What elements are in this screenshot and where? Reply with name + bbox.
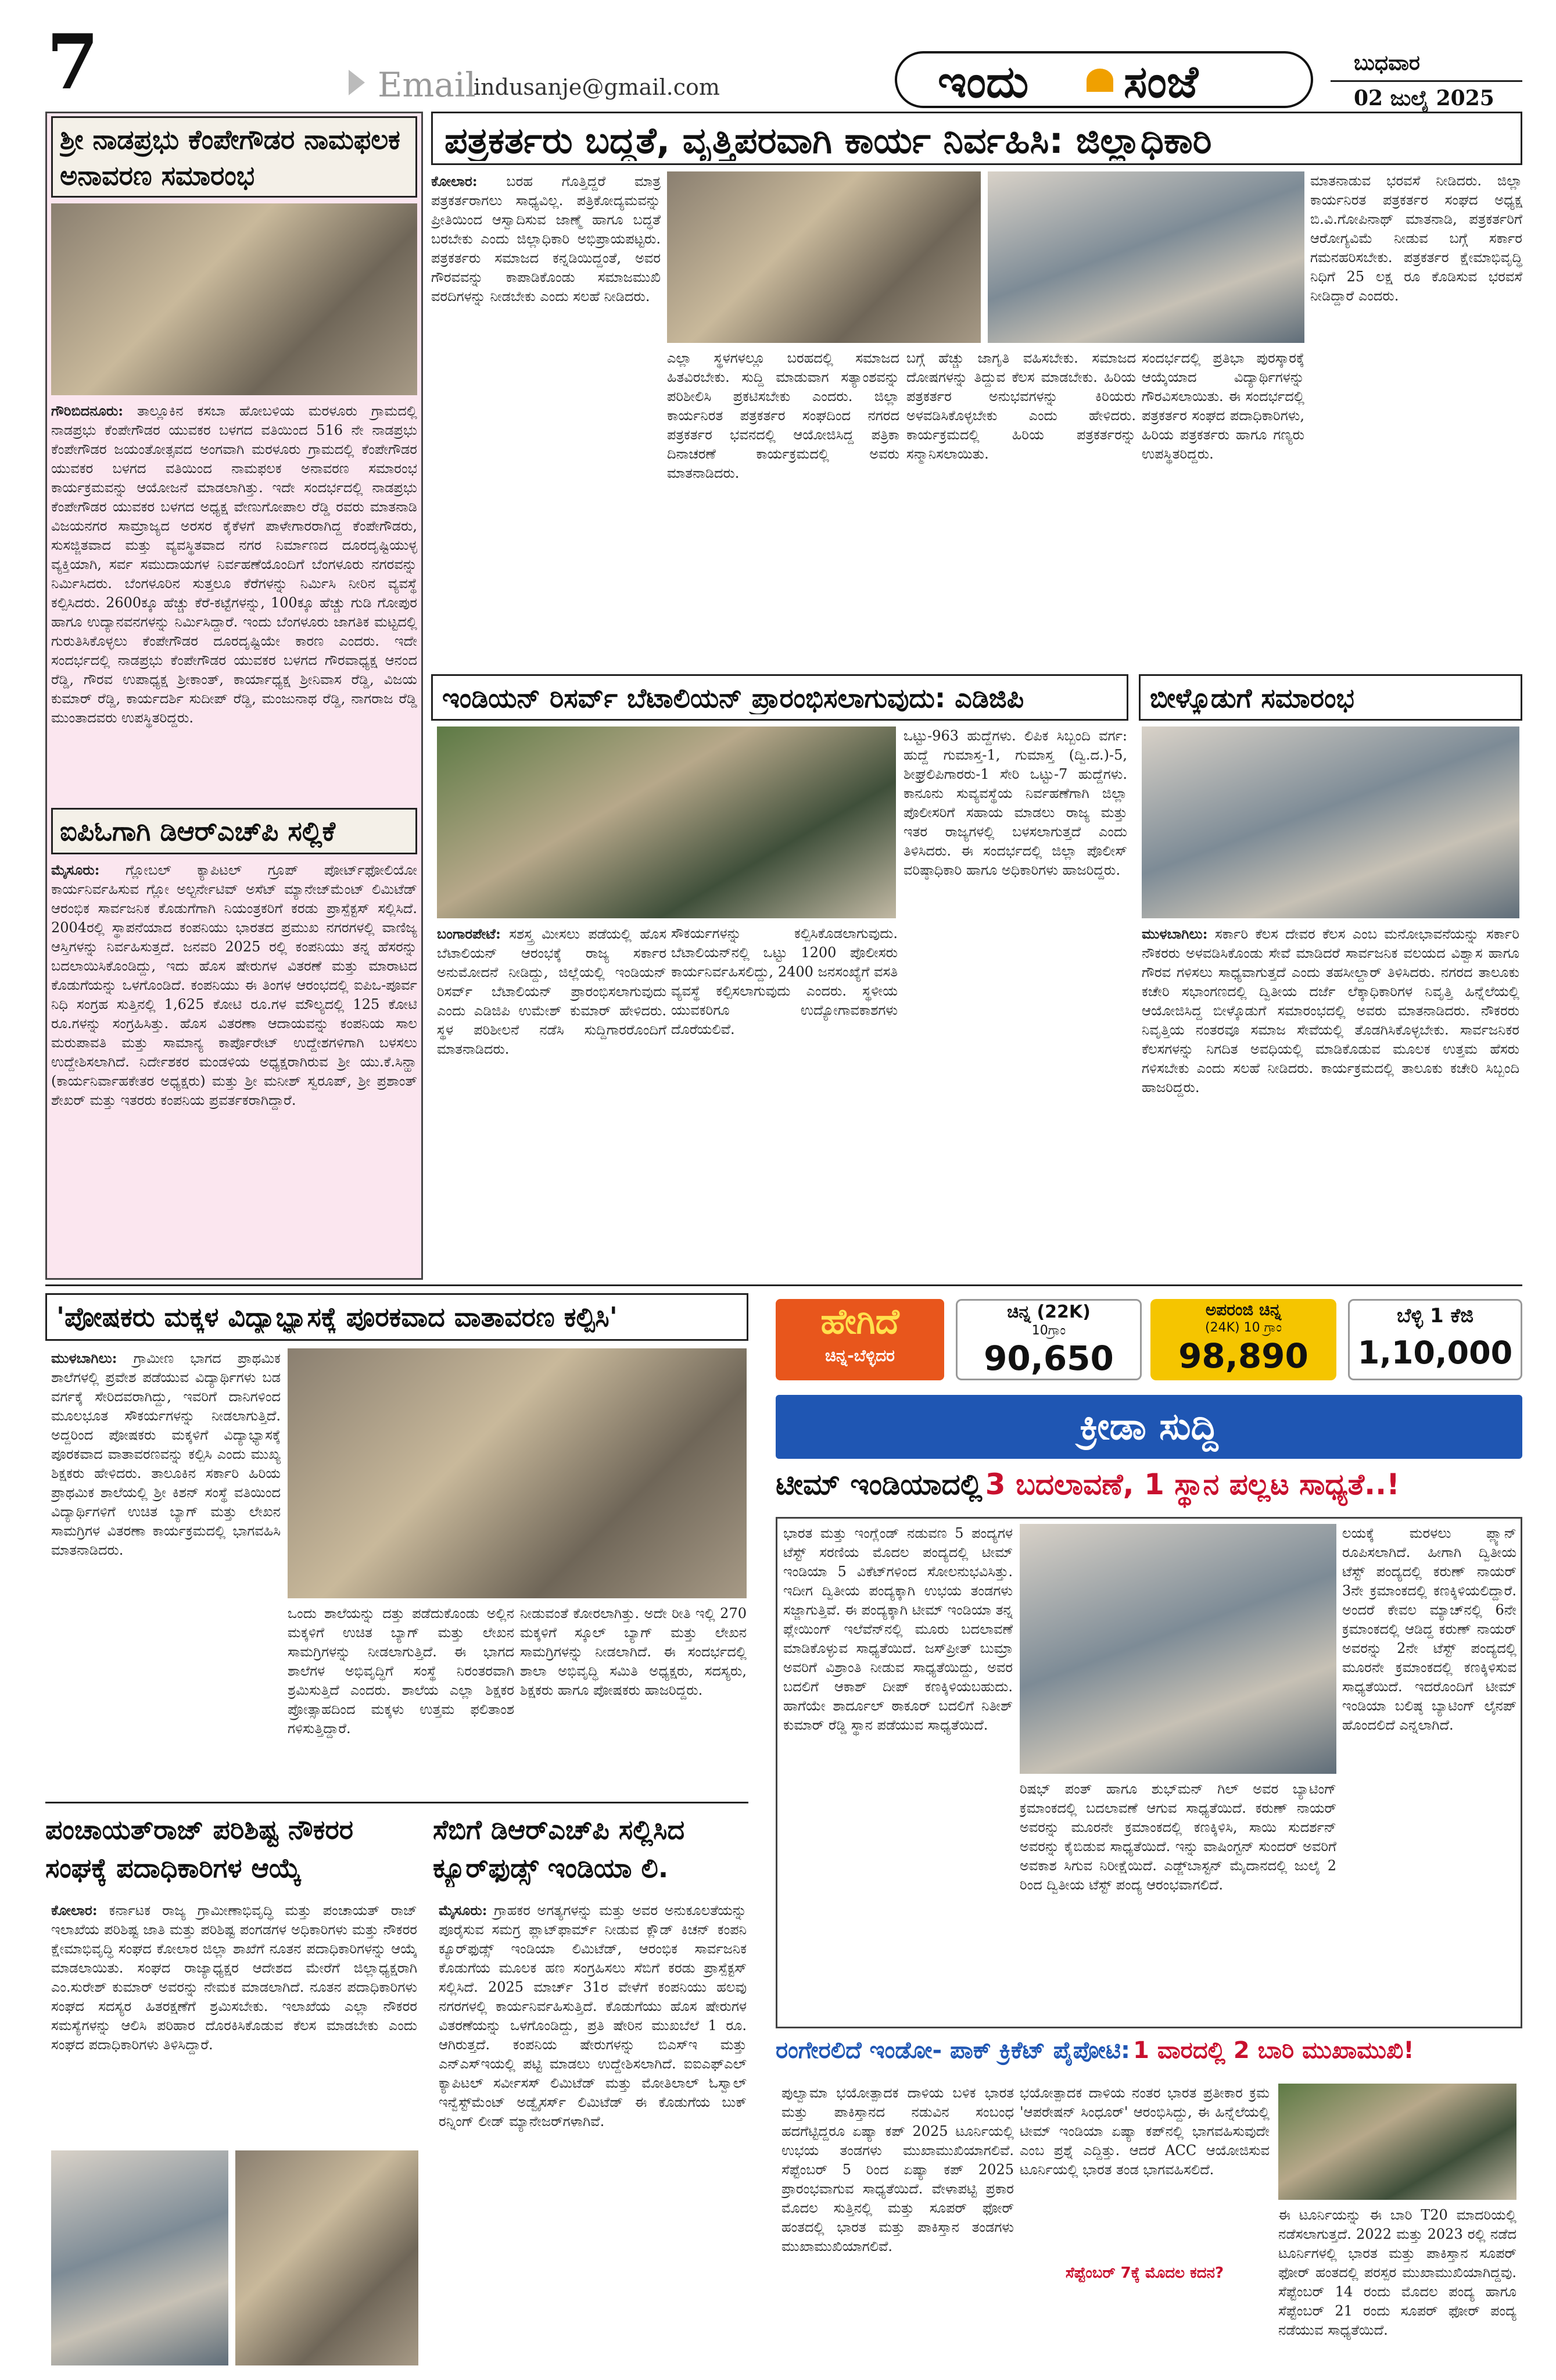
team-india-photo (1020, 1524, 1336, 1774)
ipo-headline-box (51, 808, 417, 854)
page-header (0, 0, 1556, 108)
panchayat-headline-box (45, 1810, 423, 1898)
indo-pak-col2-wrap (1020, 2084, 1270, 2368)
page-number: 7 (46, 17, 99, 106)
sebi-body (439, 1901, 747, 2365)
parents-dateline: ಮುಳಬಾಗಿಲು: (51, 1350, 117, 1366)
collector-col2: ಎಲ್ಲಾ ಸ್ಥಳಗಳಲ್ಲೂ ಬರಹದಲ್ಲಿ ಸಮಾಜದ ಹಿತವಿರಬೇಕು. ಸುದ್ದಿ ಮಾಡುವಾಗ ಸತ್ಯಾಂಶವನ್ನು ಪರಿಶೀಲಿಸಿ ಪ್ರಕಟಿಸಬೇಕು ಎಂದರು. ಜಿಲ್ಲಾ ಕಾರ್ಯನಿರತ ಪತ್ರಕರ್ತರ ಸಂಘದಿಂದ ನಗರದ ಪತ್ರಕರ್ತರ ಭವನದಲ್ಲಿ ಆಯೋಜಿಸಿದ್ದ ಪತ್ರಿಕಾ ದಿನಾಚರಣೆ ಕಾರ್ಯಕ್ರಮದಲ್ಲಿ ಅವರು ಮಾತನಾಡಿದರು. (667, 350, 899, 481)
parents-col2: ಒಂದು ಶಾಲೆಯನ್ನು ದತ್ತು ಪಡೆದುಕೊಂಡು ಅಲ್ಲಿನ ಮಕ್ಕಳಿಗೆ ಉಚಿತ ಬ್ಯಾಗ್ ಮತ್ತು ಲೇಖನ ಸಾಮಗ್ರಿಗಳನ್ನು ನೀಡಲಾಗುತ್ತಿದೆ. ಈ ಭಾಗದ ಶಾಲೆಗಳ ಅಭಿವೃದ್ಧಿಗೆ ಸಂಸ್ಥೆ ನಿರಂತರವಾಗಿ ಶ್ರಮಿಸುತ್ತಿದೆ ಎಂದರು. ಶಾಲೆಯ ಎಲ್ಲಾ ಶಿಕ್ಷಕರ ಪ್ರೋತ್ಸಾಹದಿಂದ ಮಕ್ಕಳು ಉತ್ತಮ ಫಲಿತಾಂಶ ಗಳಿಸುತ್ತಿದ್ದಾರೆ. (288, 1605, 514, 1737)
panchayat-photo-1 (51, 2150, 228, 2365)
collector-col4: ಮಾತನಾಡುವ ಭರವಸೆ ನೀಡಿದರು. ಜಿಲ್ಲಾ ಕಾರ್ಯನಿರತ ಪತ್ರಕರ್ತರ ಸಂಘದ ಅಧ್ಯಕ್ಷ ಬಿ.ವಿ.ಗೋಪಿನಾಥ್ ಮಾತನಾಡಿ, ಪತ್ರಕರ್ತರಿಗೆ ಆರೋಗ್ಯವಿಮೆ ನೀಡುವ ಬಗ್ಗೆ ಸರ್ಕಾರ ಗಮನಹರಿಸಬೇಕು. ಪತ್ರಕರ್ತರ ಕ್ಷೇಮಾಭಿವೃದ್ಧಿ ನಿಧಿಗೆ 25 ಲಕ್ಷ ರೂ ಕೊಡಿಸುವ ಭರವಸೆ ನೀಡಿದ್ದಾರೆ ಎಂದರು. (1310, 173, 1522, 304)
ipo-text: ಗ್ಲೋಬಲ್ ಕ್ಯಾಪಿಟಲ್ ಗ್ರೂಪ್ ಪೋರ್ಟ್‌ಫೋಲಿಯೋ ಕಾರ್ಯನಿರ್ವಹಿಸುವ ಗ್ಲೋ ಅಲ್ಟರ್ನೇಟಿವ್ ಅಸೆಟ್ ಮ್ಯಾನೇಜ್‌ಮೆಂಟ್ ಲಿಮಿಟೆಡ್ ಆರಂಭಿಕ ಸಾರ್ವಜನಿಕ ಕೊಡುಗೆಗಾಗಿ ನಿಯಂತ್ರಕರಿಗೆ ಕರಡು ಪ್ರಾಸ್ಪೆಕ್ಟಸ್ ಸಲ್ಲಿಸಿದೆ. 2004ರಲ್ಲಿ ಸ್ಥಾಪನೆಯಾದ ಕಂಪನಿಯು ಭಾರತದ ಪ್ರಮುಖ ನಗರಗಳಲ್ಲಿ ವಾಣಿಜ್ಯ ಆಸ್ತಿಗಳನ್ನು ನಿರ್ವಹಿಸುತ್ತದೆ. ಜನವರಿ 2025 ರಲ್ಲಿ ಕಂಪನಿಯು ತನ್ನ ಹೆಸರನ್ನು ಬದಲಾಯಿಸಿಕೊಂಡಿದ್ದು, ಇದು ಹೊಸ ಷೇರುಗಳ ವಿತರಣೆ ಮತ್ತು ಮಾರಾಟದ ಕೊಡುಗೆಯನ್ನು ಒಳಗೊಂಡಿದೆ. ಕಂಪನಿಯು ಈ ತಿಂಗಳ ಆರಂಭದಲ್ಲಿ ಐಪಿಒ-ಪೂರ್ವ ನಿಧಿ ಸಂಗ್ರಹ ಸುತ್ತಿನಲ್ಲಿ 1,625 ಕೋಟಿ ರೂ.ಗಳ ಮೌಲ್ಯದಲ್ಲಿ 125 ಕೋಟಿ ರೂ.ಗಳನ್ನು ಸಂಗ್ರಹಿಸಿತ್ತು. ಹೊಸ ವಿತರಣಾ ಆದಾಯವನ್ನು ಕಂಪನಿಯ ಸಾಲ ಮರುಪಾವತಿ ಮತ್ತು ಸಾಮಾನ್ಯ ಕಾರ್ಪೊರೇಟ್ ಉದ್ದೇಶಗಳಿಗಾಗಿ ಬಳಸಲು ಉದ್ದೇಶಿಸಲಾಗಿದೆ. ನಿರ್ದೇಶಕರ ಮಂಡಳಿಯ ಅಧ್ಯಕ್ಷರಾಗಿರುವ ಶ್ರೀ ಯು.ಕೆ.ಸಿನ್ಹಾ (ಕಾರ್ಯನಿರ್ವಾಹಕೇತರ ಅಧ್ಯಕ್ಷರು) ಮತ್ತು ಶ್ರೀ ಮನೀಶ್ ಸ್ವರೂಪ್, ಶ್ರೀ ಪ್ರಶಾಂತ್ ಶೇಖರ್ ಮತ್ತು ಇತರರು ಕಂಪನಿಯ ಪ್ರವರ್ತಕರಾಗಿದ್ದಾರೆ. (51, 862, 417, 1108)
collector-headline-box (431, 112, 1522, 165)
parents-col1-text: ಗ್ರಾಮೀಣ ಭಾಗದ ಪ್ರಾಥಮಿಕ ಶಾಲೆಗಳಲ್ಲಿ ಪ್ರವೇಶ ಪಡೆಯುವ ವಿದ್ಯಾರ್ಥಿಗಳು ಬಡ ವರ್ಗಕ್ಕೆ ಸೇರಿದವರಾಗಿದ್ದು, ಇವರಿಗೆ ದಾನಿಗಳಿಂದ ಮೂಲಭೂತ ಸೌಕರ್ಯಗಳನ್ನು ನೀಡಲಾಗುತ್ತಿದೆ. ಅದ್ದರಿಂದ ಪೋಷಕರು ಮಕ್ಕಳಿಗೆ ವಿದ್ಯಾಭ್ಯಾಸಕ್ಕೆ ಪೂರಕವಾದ ವಾತಾವರಣವನ್ನು ಕಲ್ಪಿಸಿ ಎಂದು ಮುಖ್ಯ ಶಿಕ್ಷಕರು ಹೇಳಿದರು. ತಾಲೂಕಿನ ಸರ್ಕಾರಿ ಹಿರಿಯ ಪ್ರಾಥಮಿಕ ಶಾಲೆಯಲ್ಲಿ ಶ್ರೀ ಕಿಶನ್ ಸಂಸ್ಥೆ ವತಿಯಿಂದ ವಿದ್ಯಾರ್ಥಿಗಳಿಗೆ ಉಚಿತ ಬ್ಯಾಗ್ ಮತ್ತು ಲೇಖನ ಸಾಮಗ್ರಿಗಳ ವಿತರಣಾ ಕಾರ್ಯಕ್ರಮದಲ್ಲಿ ಭಾಗವಹಿಸಿ ಮಾತನಾಡಿದರು. (51, 1350, 281, 1558)
sebi-dateline: ಮೈಸೂರು: (439, 1902, 487, 1919)
indo-pak-subhead: ಸೆಪ್ಟೆಂಬರ್ 7ಕ್ಕೆ ಮೊದಲ ಕದನ? (1065, 2264, 1224, 2282)
gold22-value: 90,650 (984, 1338, 1114, 1378)
indo-pak-headline-b: 1 ವಾರದಲ್ಲಿ 2 ಬಾರಿ ಮುಖಾಮುಖಿ! (1133, 2037, 1414, 2064)
team-india-col1: ಭಾರತ ಮತ್ತು ಇಂಗ್ಲೆಂಡ್ ನಡುವಣ 5 ಪಂದ್ಯಗಳ ಟೆಸ್ಟ್ ಸರಣಿಯ ಮೊದಲ ಪಂದ್ಯದಲ್ಲಿ ಟೀಮ್ ಇಂಡಿಯಾ 5 ವಿಕೆಟ್‌ಗಳಿಂದ ಸೋಲನುಭವಿಸಿತ್ತು. ಇದೀಗ ದ್ವಿತೀಯ ಪಂದ್ಯಕ್ಕಾಗಿ ಉಭಯ ತಂಡಗಳು ಸಜ್ಜಾಗುತ್ತಿವೆ. ಈ ಪಂದ್ಯಕ್ಕಾಗಿ ಟೀಮ್ ಇಂಡಿಯಾ ತನ್ನ ಪ್ಲೇಯಿಂಗ್ ಇಲೆವೆನ್‌ನಲ್ಲಿ ಮೂರು ಬದಲಾವಣೆ ಮಾಡಿಕೊಳ್ಳುವ ಸಾಧ್ಯತೆಯಿದೆ. ಜಸ್‌ಪ್ರೀತ್ ಬುಮ್ರಾ ಅವರಿಗೆ ವಿಶ್ರಾಂತಿ ನೀಡುವ ಸಾಧ್ಯತೆಯಿದ್ದು, ಅವರ ಬದಲಿಗೆ ಆಕಾಶ್ ದೀಪ್ ಕಣಕ್ಕಿಳಿಯಬಹುದು. ಹಾಗೆಯೇ ಶಾರ್ದೂಲ್ ಠಾಕೂರ್ ಬದಲಿಗೆ ನಿತೀಶ್ ಕುಮಾರ್ ರೆಡ್ಡಿ ಸ್ಥಾನ ಪಡೆಯುವ ಸಾಧ್ಯತೆಯಿದೆ. (783, 1525, 1013, 1733)
collector-col1 (431, 171, 661, 497)
kempegowda-headline: ಶ್ರೀ ನಾಡಪ್ರಭು ಕೆಂಪೇಗೌಡರ ನಾಮಫಲಕ ಅನಾವರಣ ಸಮಾರಂಭ (60, 124, 400, 191)
irb-photo (437, 726, 896, 918)
masthead-sun-icon (1087, 69, 1113, 92)
irb-dateline: ಬಂಗಾರಪೇಟೆ: (437, 925, 501, 942)
bilkoodu-headline: ಬೀಳ್ಕೊಡುಗೆ ಸಮಾರಂಭ (1150, 682, 1354, 714)
silver-box (1348, 1299, 1522, 1380)
sports-banner (776, 1395, 1522, 1459)
silver-value: 1,10,000 (1357, 1334, 1513, 1371)
masthead (895, 51, 1313, 108)
parents-photo (288, 1348, 747, 1598)
bilkoodu-text: ಸರ್ಕಾರಿ ಕೆಲಸ ದೇವರ ಕೆಲಸ ಎಂಬ ಮನೋಭಾವನೆಯನ್ನು ಸರ್ಕಾರಿ ನೌಕರರು ಅಳವಡಿಸಿಕೊಂಡು ಸೇವೆ ಮಾಡಿದರೆ ಸಾರ್ವಜನಿಕ ವಲಯದ ವಿಶ್ವಾಸ ಹಾಗೂ ಗೌರವ ಗಳಿಸಲು ಸಾಧ್ಯವಾಗುತ್ತದೆ ಎಂದು ತಹಸೀಲ್ದಾರ್ ತಿಳಿಸಿದರು. ನಗರದ ತಾಲೂಕು ಕಚೇರಿ ಸಭಾಂಗಣದಲ್ಲಿ ದ್ವಿತೀಯ ದರ್ಜೆ ಲೆಕ್ಕಾಧಿಕಾರಿಗಳ ನಿವೃತ್ತಿ ಹಿನ್ನೆಲೆಯಲ್ಲಿ ಆಯೋಜಿಸಿದ್ದ ಬೀಳ್ಕೊಡುಗೆ ಸಮಾರಂಭದಲ್ಲಿ ಅವರು ಮಾತನಾಡಿದರು. ನೌಕರರು ನಿವೃತ್ತಿಯ ನಂತರವೂ ಸಮಾಜ ಸೇವೆಯಲ್ಲಿ ತೊಡಗಿಸಿಕೊಳ್ಳಬೇಕು. ಸಾರ್ವಜನಿಕರ ಕೆಲಸಗಳನ್ನು ನಿಗದಿತ ಅವಧಿಯಲ್ಲಿ ಮಾಡಿಕೊಡುವ ಮೂಲಕ ಉತ್ತಮ ಹೆಸರು ಗಳಿಸಬೇಕು ಎಂದು ಸಲಹೆ ನೀಡಿದರು. ಕಾರ್ಯಕ್ರಮದಲ್ಲಿ ತಾಲೂಕು ಕಚೇರಿ ಸಿಬ್ಬಂದಿ ಹಾಜರಿದ್ದರು. (1142, 926, 1519, 1096)
collector-photo-2 (988, 171, 1304, 343)
email-label: Email (378, 65, 476, 105)
gold24-value: 98,890 (1178, 1336, 1308, 1376)
masthead-left: ಇಂದು (938, 56, 1029, 108)
indo-pak-photo (1278, 2084, 1516, 2200)
irb-col1-text: ಸಶಸ್ತ್ರ ಮೀಸಲು ಪಡೆಯಲ್ಲಿ ಹೊಸ ಬೆಟಾಲಿಯನ್ ಆರಂಭಕ್ಕೆ ರಾಜ್ಯ ಸರ್ಕಾರ ಅನುಮೋದನೆ ನೀಡಿದ್ದು, ಜಿಲ್ಲೆಯಲ್ಲಿ ಇಂಡಿಯನ್ ರಿಸರ್ವ್ ಬೆಟಾಲಿಯನ್ ಪ್ರಾರಂಭಿಸಲಾಗುವುದು ಎಂದು ಎಡಿಜಿಪಿ ಉಮೇಶ್ ಕುಮಾರ್ ಹೇಳಿದರು. ಸ್ಥಳ ಪರಿಶೀಲನೆ ನಡೆಸಿ ಸುದ್ದಿಗಾರರೊಂದಿಗೆ ಮಾತನಾಡಿದರು. (437, 926, 666, 1057)
collector-headline: ಪತ್ರಕರ್ತರು ಬದ್ಧತೆ, ವೃತ್ತಿಪರವಾಗಿ ಕಾರ್ಯ ನಿರ್ವಹಿಸಿ: ಜಿಲ್ಲಾಧಿಕಾರಿ (444, 120, 1212, 161)
collector-col5: ಸಂದರ್ಭದಲ್ಲಿ ಪ್ರತಿಭಾ ಪುರಸ್ಕಾರಕ್ಕೆ ಆಯ್ಕೆಯಾದ ವಿದ್ಯಾರ್ಥಿಗಳನ್ನು ಗೌರವಿಸಲಾಯಿತು. ಈ ಸಂದರ್ಭದಲ್ಲಿ ಪತ್ರಕರ್ತರ ಸಂಘದ ಪದಾಧಿಕಾರಿಗಳು, ಹಿರಿಯ ಪತ್ರಕರ್ತರು ಹಾಗೂ ಗಣ್ಯರು ಉಪಸ್ಥಿತರಿದ್ದರು. (1142, 350, 1304, 462)
date: 02 ಜುಲೈ 2025 (1354, 86, 1494, 110)
gold24-box (1150, 1299, 1336, 1380)
gold22-label: ಚಿನ್ನ (22K) (1007, 1302, 1091, 1322)
panchayat-headline: ಪಂಚಾಯತ್‌ರಾಜ್ ಪರಿಶಿಷ್ಟ ನೌಕರರ ಸಂಘಕ್ಕೆ ಪದಾಧಿಕಾರಿಗಳ ಆಯ್ಕೆ (45, 1814, 354, 1884)
kempegowda-photo (51, 203, 417, 395)
indo-pak-col1: ಪುಲ್ವಾಮಾ ಭಯೋತ್ಪಾದಕ ದಾಳಿಯ ಬಳಿಕ ಭಾರತ ಮತ್ತು ಪಾಕಿಸ್ತಾನದ ನಡುವಿನ ಸಂಬಂಧ ಹದಗೆಟ್ಟಿದ್ದರೂ ಏಷ್ಯಾ ಕಪ್ 2025 ಟೂರ್ನಿಯಲ್ಲಿ ಉಭಯ ತಂಡಗಳು ಮುಖಾಮುಖಿಯಾಗಲಿವೆ. ಸೆಪ್ಟೆಂಬರ್ 5 ರಿಂದ ಏಷ್ಯಾ ಕಪ್ 2025 ಪ್ರಾರಂಭವಾಗುವ ಸಾಧ್ಯತೆಯಿದೆ. ವೇಳಾಪಟ್ಟಿ ಪ್ರಕಾರ ಮೊದಲ ಸುತ್ತಿನಲ್ಲಿ ಮತ್ತು ಸೂಪರ್ ಫೋರ್ ಹಂತದಲ್ಲಿ ಭಾರತ ಮತ್ತು ಪಾಕಿಸ್ತಾನ ತಂಡಗಳು ಮುಖಾಮುಖಿಯಾಗಲಿವೆ. (781, 2085, 1014, 2254)
bilkoodu-body (1142, 924, 1519, 1273)
parents-headline: 'ಪೋಷಕರು ಮಕ್ಕಳ ವಿದ್ಯಾಭ್ಯಾಸಕ್ಕೆ ಪೂರಕವಾದ ವಾತಾವರಣ ಕಲ್ಪಿಸಿ' (56, 1301, 618, 1333)
irb-headline-box (431, 674, 1128, 721)
parents-headline-box (45, 1293, 748, 1341)
indo-pak-headline (776, 2037, 1522, 2078)
rates-title-box (776, 1299, 944, 1380)
indo-pak-col3: ಈ ಟೂರ್ನಿಯನ್ನು ಈ ಬಾರಿ T20 ಮಾದರಿಯಲ್ಲಿ ನಡೆಸಲಾಗುತ್ತದೆ. 2022 ಮತ್ತು 2023 ರಲ್ಲಿ ನಡೆದ ಟೂರ್ನಿಗಳಲ್ಲಿ ಭಾರತ ಮತ್ತು ಪಾಕಿಸ್ತಾನ ಸೂಪರ್ ಫೋರ್ ಹಂತದಲ್ಲಿ ಪರಸ್ಪರ ಮುಖಾಮುಖಿಯಾಗಿದ್ದವು. ಸೆಪ್ಟೆಂಬರ್ 14 ರಂದು ಮೊದಲ ಪಂದ್ಯ ಹಾಗೂ ಸೆಪ್ಟೆಂಬರ್ 21 ರಂದು ಸೂಪರ್ ಫೋರ್ ಪಂದ್ಯ ನಡೆಯುವ ಸಾಧ್ಯತೆಯಿದೆ. (1278, 2207, 1516, 2338)
panchayat-text: ಕರ್ನಾಟಕ ರಾಜ್ಯ ಗ್ರಾಮೀಣಾಭಿವೃದ್ಧಿ ಮತ್ತು ಪಂಚಾಯತ್ ರಾಜ್ ಇಲಾಖೆಯ ಪರಿಶಿಷ್ಟ ಜಾತಿ ಮತ್ತು ಪರಿಶಿಷ್ಟ ಪಂಗಡಗಳ ಅಧಿಕಾರಿಗಳು ಮತ್ತು ನೌಕರರ ಕ್ಷೇಮಾಭಿವೃದ್ಧಿ ಸಂಘದ ಕೋಲಾರ ಜಿಲ್ಲಾ ಶಾಖೆಗೆ ನೂತನ ಪದಾಧಿಕಾರಿಗಳನ್ನು ಆಯ್ಕೆ ಮಾಡಲಾಯಿತು. ಸಂಘದ ರಾಜ್ಯಾಧ್ಯಕ್ಷರ ಆದೇಶದ ಮೇರೆಗೆ ಜಿಲ್ಲಾಧ್ಯಕ್ಷರಾಗಿ ಎಂ.ಸುರೇಶ್ ಕುಮಾರ್ ಅವರನ್ನು ನೇಮಕ ಮಾಡಲಾಗಿದೆ. ನೂತನ ಪದಾಧಿಕಾರಿಗಳು ಸಂಘದ ಸದಸ್ಯರ ಹಿತರಕ್ಷಣೆಗೆ ಶ್ರಮಿಸಬೇಕು. ಇಲಾಖೆಯ ಎಲ್ಲಾ ನೌಕರರ ಸಮಸ್ಯೆಗಳನ್ನು ಆಲಿಸಿ ಪರಿಹಾರ ದೊರಕಿಸಿಕೊಡುವ ಕೆಲಸ ಮಾಡಬೇಕು ಎಂದು ಸಂಘದ ಪದಾಧಿಕಾರಿಗಳು ತಿಳಿಸಿದ್ದಾರೆ. (51, 1902, 417, 2053)
ipo-headline: ಐಪಿಓಗಾಗಿ ಡಿಆರ್‌ಎಚ್‌ಪಿ ಸಲ್ಲಿಕೆ (60, 815, 336, 847)
indo-pak-headline-a: ರಂಗೇರಲಿದೆ ಇಂಡೋ- ಪಾಕ್ ಕ್ರಿಕೆಟ್ ಪೈಪೋಟಿ: (776, 2037, 1131, 2064)
parents-col3: ನೀಡುವಂತೆ ಕೋರಲಾಗಿತ್ತು. ಅದೇ ರೀತಿ ಇಲ್ಲಿ 270 ಮಕ್ಕಳಿಗೆ ಸ್ಕೂಲ್ ಬ್ಯಾಗ್ ಮತ್ತು ಲೇಖನ ಸಾಮಗ್ರಿಗಳನ್ನು ನೀಡಲಾಗಿದೆ. ಈ ಸಂದರ್ಭದಲ್ಲಿ ಶಾಲಾ ಅಭಿವೃದ್ಧಿ ಸಮಿತಿ ಅಧ್ಯಕ್ಷರು, ಸದಸ್ಯರು, ಶಿಕ್ಷಕರು ಹಾಗೂ ಪೋಷಕರು ಹಾಜರಿದ್ದರು. (520, 1605, 747, 1698)
team-india-headline (776, 1468, 1522, 1514)
gold22-box (956, 1299, 1142, 1380)
gold24-unit: (24K) 10 ಗ್ರಾಂ (1205, 1320, 1282, 1335)
divider-lower (45, 1802, 748, 1803)
ipo-body (51, 860, 417, 1273)
rates-title-a: ಹೇಗಿದೆ (820, 1301, 899, 1342)
sebi-headline: ಸೆಬಿಗೆ ಡಿಆರ್‌ಎಚ್‌ಪಿ ಸಲ್ಲಿಸಿದ ಕ್ಯೂರ್‌ಫುಡ್ಸ್ ಇಂಡಿಯಾ ಲಿ. (433, 1814, 685, 1884)
collector-photo-1 (667, 171, 981, 343)
indo-pak-col2: ಭಯೋತ್ಪಾದಕ ದಾಳಿಯ ನಂತರ ಭಾರತ ಪ್ರತೀಕಾರ ಕ್ರಮ 'ಆಪರೇಷನ್ ಸಿಂಧೂರ್' ಆರಂಭಿಸಿದ್ದು, ಈ ಹಿನ್ನೆಲೆಯಲ್ಲಿ ಟೀಮ್ ಇಂಡಿಯಾ ಏಷ್ಯಾ ಕಪ್‌ನಲ್ಲಿ ಭಾಗವಹಿಸುವುದೇ ಎಂಬ ಪ್ರಶ್ನೆ ಎದ್ದಿತ್ತು. ಆದರೆ ACC ಆಯೋಜಿಸುವ ಟೂರ್ನಿಯಲ್ಲಿ ಭಾರತ ತಂಡ ಭಾಗವಹಿಸಲಿದೆ. (1020, 2085, 1270, 2178)
collector-col1-text: ಬರಹ ಗೊತ್ತಿದ್ದರೆ ಮಾತ್ರ ಪತ್ರಕರ್ತರಾಗಲು ಸಾಧ್ಯವಿಲ್ಲ. ಪತ್ರಿಕೋದ್ಯಮವನ್ನು ಪ್ರೀತಿಯಿಂದ ಆಸ್ವಾದಿಸುವ ಜಾಣ್ಮೆ ಹಾಗೂ ಬದ್ಧತೆ ಬರಬೇಕು ಎಂದು ಜಿಲ್ಲಾಧಿಕಾರಿ ಅಭಿಪ್ರಾಯಪಟ್ಟರು. ಪತ್ರಕರ್ತರು ಸಮಾಜದ ಕನ್ನಡಿಯಿದ್ದಂತೆ, ಅವರ ಗೌರವವನ್ನು ಕಾಪಾಡಿಕೊಂಡು ಸಮಾಜಮುಖಿ ವರದಿಗಳನ್ನು ನೀಡಬೇಕು ಎಂದು ಸಲಹೆ ನೀಡಿದರು. (431, 173, 661, 305)
panchayat-photo-2 (235, 2150, 418, 2365)
irb-col2: ಸೌಕರ್ಯಗಳನ್ನು ಕಲ್ಪಿಸಿಕೊಡಲಾಗುವುದು. ಬೆಟಾಲಿಯನ್‌ನಲ್ಲಿ ಒಟ್ಟು 1200 ಪೊಲೀಸರು ಕಾರ್ಯನಿರ್ವಹಿಸಲಿದ್ದು, 2400 ಜನಸಂಖ್ಯೆಗೆ ವಸತಿ ವ್ಯವಸ್ಥೆ ಕಲ್ಪಿಸಲಾಗುವುದು ಎಂದರು. ಸ್ಥಳೀಯ ಯುವಕರಿಗೂ ಉದ್ಯೋಗಾವಕಾಶಗಳು ದೊರೆಯಲಿವೆ. (671, 925, 898, 1037)
irb-headline: ಇಂಡಿಯನ್ ರಿಸರ್ವ್ ಬೆಟಾಲಿಯನ್ ಪ್ರಾರಂಭಿಸಲಾಗುವುದು: ಎಡಿಜಿಪಿ (442, 682, 1024, 714)
bilkoodu-dateline: ಮುಳಬಾಗಿಲು: (1142, 925, 1208, 942)
ipo-dateline: ಮೈಸೂರು: (51, 861, 100, 878)
kempegowda-text: ತಾಲ್ಲೂಕಿನ ಕಸಬಾ ಹೋಬಳಿಯ ಮರಳೂರು ಗ್ರಾಮದಲ್ಲಿ ನಾಡಪ್ರಭು ಕೆಂಪೇಗೌಡರ ಯುವಕರ ಬಳಗದ ವತಿಯಿಂದ 516 ನೇ ನಾಡಪ್ರಭು ಕೆಂಪೇಗೌಡರ ಜಯಂತೋತ್ಸವದ ಅಂಗವಾಗಿ ಮರಳೂರು ಗ್ರಾಮದಲ್ಲಿ ಕೆಂಪೇಗೌಡರ ಯುವಕರ ಬಳಗದ ವತಿಯಿಂದ ನಾಮಫಲಕ ಅನಾವರಣ ಸಮಾರಂಭ ಕಾರ್ಯಕ್ರಮವನ್ನು ಆಯೋಜನೆ ಮಾಡಲಾಗಿತ್ತು. ಇದೇ ಸಂದರ್ಭದಲ್ಲಿ ನಾಡಪ್ರಭು ಕೆಂಪೇಗೌಡರ ಯುವಕರ ಬಳಗದ ಅಧ್ಯಕ್ಷ ವೇಣುಗೋಪಾಲ ರೆಡ್ಡಿ ರವರು ಮಾತನಾಡಿ ವಿಜಯನಗರ ಸಾಮ್ರಾಜ್ಯದ ಅರಸರ ಕೈಕೆಳಗೆ ಪಾಳೇಗಾರರಾಗಿದ್ದ ಕೆಂಪೇಗೌಡರು, ಸುಸಜ್ಜಿತವಾದ ಮತ್ತು ವ್ಯವಸ್ಥಿತವಾದ ನಗರ ನಿರ್ಮಾಣದ ದೂರದೃಷ್ಟಿಯುಳ್ಳ ವ್ಯಕ್ತಿಯಾಗಿ, ಸರ್ವ ಸಮುದಾಯಗಳ ನಿರ್ವಹಣೆಯೊಂದಿಗೆ ಬೆಂಗಳೂರು ನಗರವನ್ನು ನಿರ್ಮಿಸಿದರು. ಬೆಂಗಳೂರಿನ ಸುತ್ತಲೂ ಕೆರೆಗಳನ್ನು ನಿರ್ಮಿಸಿ ನೀರಿನ ವ್ಯವಸ್ಥೆ ಕಲ್ಪಿಸಿದರು. 2600ಕ್ಕೂ ಹೆಚ್ಚು ಕೆರೆ-ಕಟ್ಟೆಗಳನ್ನು, 100ಕ್ಕೂ ಹೆಚ್ಚು ಗುಡಿ ಗೋಪುರ ಹಾಗೂ ಉದ್ಯಾನವನಗಳನ್ನು ನಿರ್ಮಿಸಿದ್ದಾರೆ. ಇಂದು ಬೆಂಗಳೂರು ಜಾಗತಿಕ ಮಟ್ಟದಲ್ಲಿ ಗುರುತಿಸಿಕೊಳ್ಳಲು ಕೆಂಪೇಗೌಡರ ದೂರದೃಷ್ಟಿಯೇ ಕಾರಣ ಎಂದರು. ಇದೇ ಸಂದರ್ಭದಲ್ಲಿ ನಾಡಪ್ರಭು ಕೆಂಪೇಗೌಡರ ಯುವಕರ ಬಳಗದ ಗೌರವಾಧ್ಯಕ್ಷ ಆನಂದ ರೆಡ್ಡಿ, ಗೌರವ ಉಪಾಧ್ಯಕ್ಷ ಶ್ರೀಕಾಂತ್, ಕಾರ್ಯಾಧ್ಯಕ್ಷ ಶ್ರೀನಿವಾಸ ರೆಡ್ಡಿ, ವಿಜಯ ಕುಮಾರ್ ರೆಡ್ಡಿ, ಕಾರ್ಯದರ್ಶಿ ಸುದೀಪ್ ರೆಡ್ಡಿ, ಮಂಜುನಾಥ ರೆಡ್ಡಿ, ನಾಗರಾಜ ರೆಡ್ಡಿ ಮುಂತಾದವರು ಉಪಸ್ಥಿತರಿದ್ದರು. (51, 403, 417, 726)
email-arrow-icon (349, 70, 365, 95)
gold22-unit: 10ಗ್ರಾಂ (1031, 1323, 1066, 1338)
panchayat-dateline: ಕೋಲಾರ: (51, 1902, 98, 1919)
collector-col3: ಬಗ್ಗೆ ಹೆಚ್ಚು ಜಾಗೃತಿ ವಹಿಸಬೇಕು. ಸಮಾಜದ ದೋಷಗಳನ್ನು ತಿದ್ದುವ ಕೆಲಸ ಮಾಡಬೇಕು. ಹಿರಿಯ ಪತ್ರಕರ್ತರ ಅನುಭವಗಳನ್ನು ಕಿರಿಯರು ಅಳವಡಿಸಿಕೊಳ್ಳಬೇಕು ಎಂದು ಹೇಳಿದರು. ಕಾರ್ಯಕ್ರಮದಲ್ಲಿ ಹಿರಿಯ ಪತ್ರಕರ್ತರನ್ನು ಸನ್ಮಾನಿಸಲಾಯಿತು. (906, 350, 1136, 462)
bilkoodu-photo (1142, 726, 1519, 918)
sebi-headline-box (433, 1810, 747, 1898)
silver-label: ಬೆಳ್ಳಿ 1 ಕೆಜಿ (1396, 1304, 1474, 1327)
sebi-text: ಗ್ರಾಹಕರ ಅಗತ್ಯಗಳನ್ನು ಮತ್ತು ಅವರ ಅನುಕೂಲತೆಯನ್ನು ಪೂರೈಸುವ ಸಮಗ್ರ ಪ್ಲಾಟ್‌ಫಾರ್ಮ್ ನೀಡುವ ಕ್ಲೌಡ್ ಕಿಚನ್ ಕಂಪನಿ ಕ್ಯೂರ್‌ಫುಡ್ಸ್ ಇಂಡಿಯಾ ಲಿಮಿಟೆಡ್, ಆರಂಭಿಕ ಸಾರ್ವಜನಿಕ ಕೊಡುಗೆಯ ಮೂಲಕ ಹಣ ಸಂಗ್ರಹಿಸಲು ಸೆಬಿಗೆ ಕರಡು ಪ್ರಾಸ್ಪೆಕ್ಟಸ್ ಸಲ್ಲಿಸಿದೆ. 2025 ಮಾರ್ಚ್ 31ರ ವೇಳೆಗೆ ಕಂಪನಿಯು ಹಲವು ನಗರಗಳಲ್ಲಿ ಕಾರ್ಯನಿರ್ವಹಿಸುತ್ತಿದೆ. ಕೊಡುಗೆಯು ಹೊಸ ಷೇರುಗಳ ವಿತರಣೆಯನ್ನು ಒಳಗೊಂಡಿದ್ದು, ಪ್ರತಿ ಷೇರಿನ ಮುಖಬೆಲೆ 1 ರೂ. ಆಗಿರುತ್ತದೆ. ಕಂಪನಿಯ ಷೇರುಗಳನ್ನು ಬಿಎಸ್‌ಇ ಮತ್ತು ಎನ್‌ಎಸ್‌ಇಯಲ್ಲಿ ಪಟ್ಟಿ ಮಾಡಲು ಉದ್ದೇಶಿಸಲಾಗಿದೆ. ಐಐಎಫ್‌ಎಲ್ ಕ್ಯಾಪಿಟಲ್ ಸರ್ವೀಸಸ್ ಲಿಮಿಟೆಡ್ ಮತ್ತು ಮೋತಿಲಾಲ್ ಓಸ್ವಾಲ್ ಇನ್ವೆಸ್ಟ್‌ಮೆಂಟ್ ಅಡ್ವೈಸರ್ಸ್ ಲಿಮಿಟೆಡ್ ಈ ಕೊಡುಗೆಯ ಬುಕ್ ರನ್ನಿಂಗ್ ಲೀಡ್ ಮ್ಯಾನೇಜರ್‌ಗಳಾಗಿವೆ. (439, 1902, 747, 2130)
masthead-right: ಸಂಜೆ (1124, 56, 1199, 108)
team-india-col2: ರಿಷಭ್ ಪಂತ್ ಹಾಗೂ ಶುಭ್‌ಮನ್ ಗಿಲ್ ಅವರ ಬ್ಯಾಟಿಂಗ್ ಕ್ರಮಾಂಕದಲ್ಲಿ ಬದಲಾವಣೆ ಆಗುವ ಸಾಧ್ಯತೆಯಿದೆ. ಕರುಣ್ ನಾಯರ್ ಅವರನ್ನು ಮೂರನೇ ಕ್ರಮಾಂಕದಲ್ಲಿ ಕಣಕ್ಕಿಳಿಸಿ, ಸಾಯಿ ಸುದರ್ಶನ್ ಅವರನ್ನು ಕೈಬಿಡುವ ಸಾಧ್ಯತೆಯಿದೆ. ಇನ್ನು ವಾಷಿಂಗ್ಟನ್ ಸುಂದರ್ ಅವರಿಗೆ ಅವಕಾಶ ಸಿಗುವ ನಿರೀಕ್ಷೆಯಿದೆ. ಎಡ್ಜ್‌ಬಾಸ್ಟನ್ ಮೈದಾನದಲ್ಲಿ ಜುಲೈ 2 ರಿಂದ ದ್ವಿತೀಯ ಟೆಸ್ಟ್ ಪಂದ್ಯ ಆರಂಭವಾಗಲಿದೆ. (1020, 1781, 1336, 1893)
section-divider (45, 1284, 1522, 1286)
irb-col3: ಒಟ್ಟು-963 ಹುದ್ದೆಗಳು. ಲಿಪಿಕ ಸಿಬ್ಬಂದಿ ವರ್ಗ: ಹುದ್ದೆ ಗುಮಾಸ್ತ-1, ಗುಮಾಸ್ತ (ದ್ವಿ.ದ.)-5, ಶೀಘ್ರಲಿಪಿಗಾರರು-1 ಸೇರಿ ಒಟ್ಟು-7 ಹುದ್ದೆಗಳು. ಕಾನೂನು ಸುವ್ಯವಸ್ಥೆಯ ನಿರ್ವಹಣೆಗಾಗಿ ಜಿಲ್ಲಾ ಪೊಲೀಸರಿಗೆ ಸಹಾಯ ಮಾಡಲು ರಾಜ್ಯ ಮತ್ತು ಇತರ ರಾಜ್ಯಗಳಲ್ಲಿ ಬಳಸಲಾಗುತ್ತದೆ ಎಂದು ತಿಳಿಸಿದರು. ಈ ಸಂದರ್ಭದಲ್ಲಿ ಜಿಲ್ಲಾ ಪೊಲೀಸ್ ವರಿಷ್ಠಾಧಿಕಾರಿ ಹಾಗೂ ಅಧಿಕಾರಿಗಳು ಹಾಜರಿದ್ದರು. (904, 728, 1127, 878)
bilkoodu-headline-box (1139, 674, 1522, 721)
kempegowda-headline-box (51, 116, 417, 198)
panchayat-body (51, 1901, 417, 2139)
team-india-headline-a: ಟೀಮ್ ಇಂಡಿಯಾದಲ್ಲಿ (776, 1468, 983, 1501)
parents-col1 (51, 1348, 281, 1796)
weekday: ಬುಧವಾರ (1354, 51, 1420, 75)
irb-col1 (437, 924, 666, 1273)
header-rule (1331, 80, 1522, 82)
collector-dateline: ಕೋಲಾರ: (431, 173, 478, 189)
team-india-headline-b: 3 ಬದಲಾವಣೆ, 1 ಸ್ಥಾನ ಪಲ್ಲಟ ಸಾಧ್ಯತೆ..! (985, 1468, 1400, 1501)
team-india-col3: ಲಯಕ್ಕೆ ಮರಳಲು ಪ್ಲ್ಯಾನ್ ರೂಪಿಸಲಾಗಿದೆ. ಹೀಗಾಗಿ ದ್ವಿತೀಯ ಟೆಸ್ಟ್ ಪಂದ್ಯದಲ್ಲಿ ಕರುಣ್ ನಾಯರ್ 3ನೇ ಕ್ರಮಾಂಕದಲ್ಲಿ ಕಣಕ್ಕಿಳಿಯಲಿದ್ದಾರೆ. ಅಂದರೆ ಕೇವಲ ಮ್ಯಾಚ್‌ನಲ್ಲಿ 6ನೇ ಕ್ರಮಾಂಕದಲ್ಲಿ ಆಡಿದ್ದ ಕರುಣ್ ನಾಯರ್ ಅವರನ್ನು 2ನೇ ಟೆಸ್ಟ್ ಪಂದ್ಯದಲ್ಲಿ ಮೂರನೇ ಕ್ರಮಾಂಕದಲ್ಲಿ ಕಣಕ್ಕಿಳಿಸುವ ಸಾಧ್ಯತೆಯಿದೆ. ಇದರೊಂದಿಗೆ ಟೀಮ್ ಇಂಡಿಯಾ ಬಲಿಷ್ಠ ಬ್ಯಾಟಿಂಗ್ ಲೈನಪ್ ಹೊಂದಲಿದೆ ಎನ್ನಲಾಗಿದೆ. (1342, 1525, 1516, 1733)
sports-heading: ಕ್ರೀಡಾ ಸುದ್ದಿ (1080, 1405, 1218, 1448)
gold24-label: ಅಪರಂಜಿ ಚಿನ್ನ (1205, 1300, 1282, 1319)
kempegowda-dateline: ಗೌರಿಬಿದನೂರು: (51, 402, 124, 419)
rates-title-b: ಚಿನ್ನ-ಬೆಳ್ಳಿದರ (825, 1346, 895, 1365)
email-address: indusanje@gmail.com (474, 74, 720, 100)
